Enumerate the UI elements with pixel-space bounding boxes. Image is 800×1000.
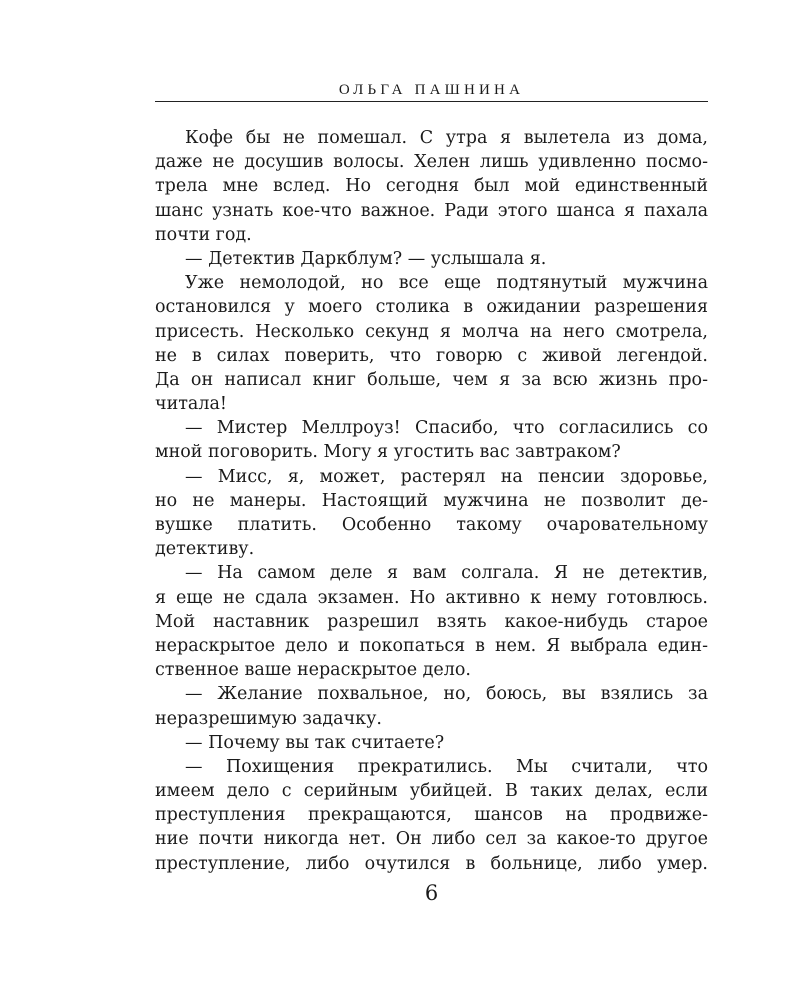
- text-line: ние почти никогда нет. Он либо сел за какое-то другое: [155, 829, 708, 850]
- text-line: не в силах поверить, что говорю с живой легендой.: [155, 345, 708, 366]
- text-line: но не манеры. Настоящий мужчина не позволит де-: [155, 490, 708, 511]
- text-line: почти год.: [155, 224, 252, 245]
- text-line: я еще не сдала экзамен. Но активно к нему готовлюсь.: [155, 587, 708, 608]
- text-line: трела мне вслед. Но сегодня был мой единственный: [155, 176, 708, 197]
- running-head-author: ОЛЬГА ПАШНИНА: [338, 82, 525, 98]
- text-line: ственное ваше нераскрытое дело.: [155, 660, 471, 681]
- text-line: Мой наставник разрешил взять какое-нибудь старое: [155, 611, 708, 632]
- text-line: шанс узнать кое-что важное. Ради этого шанса я пахала: [155, 200, 708, 221]
- page-number: 6: [424, 881, 439, 905]
- text-line: присесть. Несколько секунд я молча на него смотрела,: [155, 321, 708, 342]
- text-line: Да он написал книг больше, чем я за всю жизнь про-: [155, 369, 708, 390]
- text-line: неразрешимую задачку.: [155, 708, 382, 729]
- text-line: — Детектив Даркблум? — услышала я.: [185, 248, 547, 269]
- text-line: — Мисс, я, может, растерял на пенсии здоровье,: [185, 466, 708, 487]
- text-line: Уже немолодой, но все еще подтянутый мужчина: [185, 273, 708, 294]
- text-line: мной поговорить. Могу я угостить вас завтраком?: [155, 442, 621, 463]
- text-line: остановился у моего столика в ожидании разрешения: [155, 297, 708, 318]
- text-line: Кофе бы не помешал. С утра я вылетела из дома,: [185, 128, 708, 148]
- text-line: — Желание похвальное, но, боюсь, вы взялись за: [185, 684, 708, 705]
- text-line: преступления прекращаются, шансов на продвиже-: [155, 805, 708, 826]
- text-line: нераскрытое дело и покопаться в нем. Я выбрала един-: [155, 635, 708, 656]
- text-line: даже не досушив волосы. Хелен лишь удивленно посмо-: [155, 152, 708, 173]
- text-line: читала!: [155, 394, 227, 415]
- text-line: — На самом деле я вам солгала. Я не детектив,: [185, 563, 708, 584]
- text-line: — Похищения прекратились. Мы считали, что: [185, 756, 708, 777]
- body-text: [155, 126, 708, 876]
- text-line: вушке платить. Особенно такому очаровательному: [155, 515, 708, 535]
- text-line: преступление, либо очутился в больнице, либо умер.: [155, 853, 708, 874]
- text-line: детективу.: [155, 539, 255, 560]
- text-line: — Почему вы так считаете?: [185, 732, 445, 753]
- text-line: имеем дело с серийным убийцей. В таких делах, если: [155, 781, 708, 802]
- text-line: — Мистер Меллроуз! Спасибо, что согласились со: [185, 418, 708, 439]
- header-rule: [155, 101, 708, 102]
